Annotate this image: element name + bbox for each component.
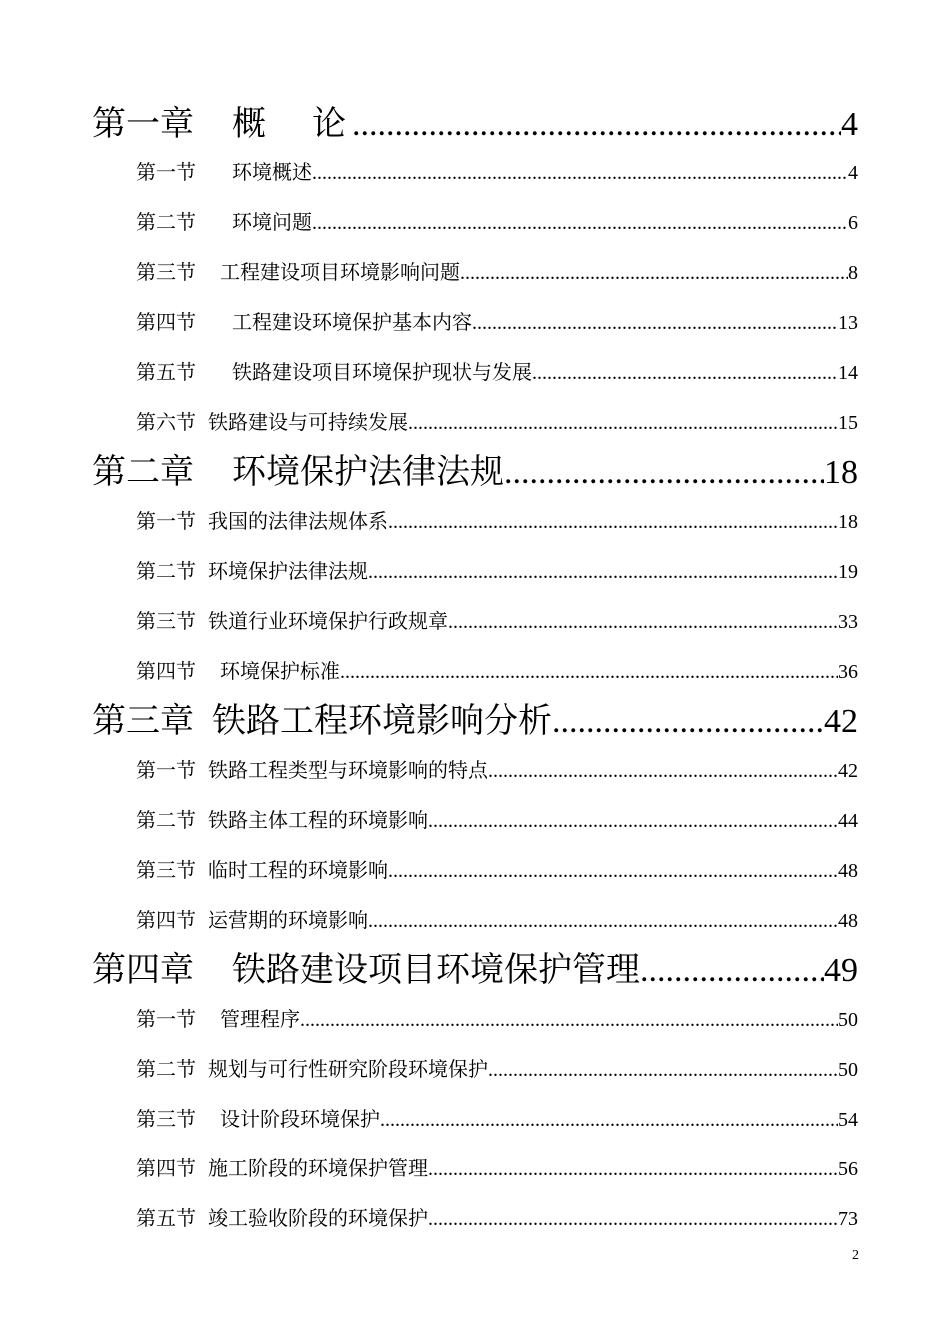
chapter-page-number: 4 [841,106,858,143]
toc-section-1-1[interactable] [136,157,858,187]
section-title: 竣工验收阶段的环境保护 [208,1206,428,1230]
dot-leader [368,557,838,587]
dot-leader [388,507,838,537]
section-label: 第四节 [136,659,196,683]
section-page-number: 48 [838,860,858,882]
toc-section-1-5[interactable] [136,357,858,387]
section-page-number: 6 [848,212,858,234]
section-title: 工程建设环境保护基本内容 [232,310,472,334]
section-title: 工程建设项目环境影响问题 [220,260,460,284]
chapter-page-number: 49 [824,952,858,989]
section-page-number: 73 [838,1208,858,1230]
toc-section-1-2[interactable] [136,207,858,237]
section-title: 规划与可行性研究阶段环境保护 [208,1057,488,1081]
section-title: 铁路建设与可持续发展 [208,410,408,434]
section-label: 第一节 [136,758,196,782]
toc-section-4-5[interactable] [136,1203,858,1233]
dot-leader [428,806,838,836]
toc-section-4-4[interactable] [136,1153,858,1183]
section-label: 第二节 [136,210,196,234]
section-page-number: 13 [838,312,858,334]
section-page-number: 50 [838,1009,858,1031]
section-page-number: 54 [838,1109,858,1131]
section-page-number: 44 [838,810,858,832]
dot-leader [312,158,848,188]
chapter-label: 第四章 [92,950,194,990]
dot-leader [488,1055,838,1085]
chapter-title: 铁路建设项目环境保护管理 [232,950,640,990]
section-label: 第五节 [136,360,196,384]
toc-section-4-2[interactable] [136,1054,858,1084]
dot-leader [352,101,841,149]
chapter-title: 概 论 [232,104,352,144]
section-title: 设计阶段环境保护 [220,1107,380,1131]
section-page-number: 4 [848,162,858,184]
section-title: 环境保护法律法规 [208,559,368,583]
chapter-title: 环境保护法律法规 [232,452,504,492]
section-page-number: 50 [838,1059,858,1081]
dot-leader [380,1105,838,1135]
dot-leader [340,657,838,687]
section-page-number: 8 [848,262,858,284]
section-label: 第一节 [136,509,196,533]
section-label: 第三节 [136,1107,196,1131]
chapter-page-number: 42 [824,703,858,740]
section-title: 铁道行业环境保护行政规章 [208,609,448,633]
toc-section-2-1[interactable] [136,506,858,536]
dot-leader [388,856,838,886]
toc-chapter-4[interactable] [92,946,858,994]
footer-page-number: 2 [852,1248,859,1263]
section-label: 第三节 [136,858,196,882]
section-page-number: 14 [838,362,858,384]
section-label: 第五节 [136,1206,196,1230]
chapter-page-number: 18 [824,454,858,491]
dot-leader [504,449,824,497]
dot-leader [488,756,838,786]
dot-leader [552,698,824,746]
section-title: 环境问题 [232,210,312,234]
section-label: 第四节 [136,1156,196,1180]
section-title: 铁路主体工程的环境影响 [208,808,428,832]
section-title: 铁路工程类型与环境影响的特点 [208,758,488,782]
section-title: 环境保护标准 [220,659,340,683]
section-title: 临时工程的环境影响 [208,858,388,882]
section-label: 第一节 [136,160,196,184]
chapter-label: 第三章 [92,701,194,741]
section-title: 施工阶段的环境保护管理 [208,1156,428,1180]
section-label: 第二节 [136,1057,196,1081]
toc-section-1-4[interactable] [136,307,858,337]
toc-section-2-4[interactable] [136,656,858,686]
dot-leader [460,258,848,288]
dot-leader [428,1154,838,1184]
section-page-number: 36 [838,661,858,683]
section-page-number: 48 [838,910,858,932]
dot-leader [448,607,838,637]
toc-section-4-3[interactable] [136,1104,858,1134]
section-label: 第二节 [136,808,196,832]
dot-leader [640,947,824,995]
chapter-title: 铁路工程环境影响分析 [212,701,552,741]
section-label: 第一节 [136,1007,196,1031]
section-label: 第六节 [136,410,196,434]
section-page-number: 42 [838,760,858,782]
section-page-number: 33 [838,611,858,633]
section-page-number: 18 [838,511,858,533]
toc-chapter-3[interactable] [92,697,858,745]
dot-leader [300,1005,838,1035]
section-page-number: 56 [838,1158,858,1180]
toc-section-1-3[interactable] [136,257,858,287]
toc-section-2-2[interactable] [136,556,858,586]
toc-section-1-6[interactable] [136,407,858,437]
section-label: 第四节 [136,310,196,334]
toc-chapter-1[interactable] [92,100,858,148]
section-title: 环境概述 [232,160,312,184]
dot-leader [532,358,838,388]
dot-leader [312,208,848,238]
section-title: 铁路建设项目环境保护现状与发展 [232,360,532,384]
section-title: 运营期的环境影响 [208,908,368,932]
toc-section-3-1[interactable] [136,755,858,785]
dot-leader [368,906,838,936]
section-label: 第二节 [136,559,196,583]
section-title: 管理程序 [220,1007,300,1031]
chapter-label: 第二章 [92,452,194,492]
section-title: 我国的法律法规体系 [208,509,388,533]
dot-leader [428,1204,838,1234]
toc-section-4-1[interactable] [136,1004,858,1034]
toc-section-3-4[interactable] [136,905,858,935]
section-page-number: 19 [838,561,858,583]
dot-leader [408,408,838,438]
section-page-number: 15 [838,412,858,434]
section-label: 第三节 [136,609,196,633]
section-label: 第三节 [136,260,196,284]
toc-chapter-2[interactable] [92,448,858,496]
dot-leader [472,308,838,338]
toc-section-2-3[interactable] [136,606,858,636]
toc-section-3-2[interactable] [136,805,858,835]
toc-section-3-3[interactable] [136,855,858,885]
chapter-label: 第一章 [92,104,194,144]
section-label: 第四节 [136,908,196,932]
